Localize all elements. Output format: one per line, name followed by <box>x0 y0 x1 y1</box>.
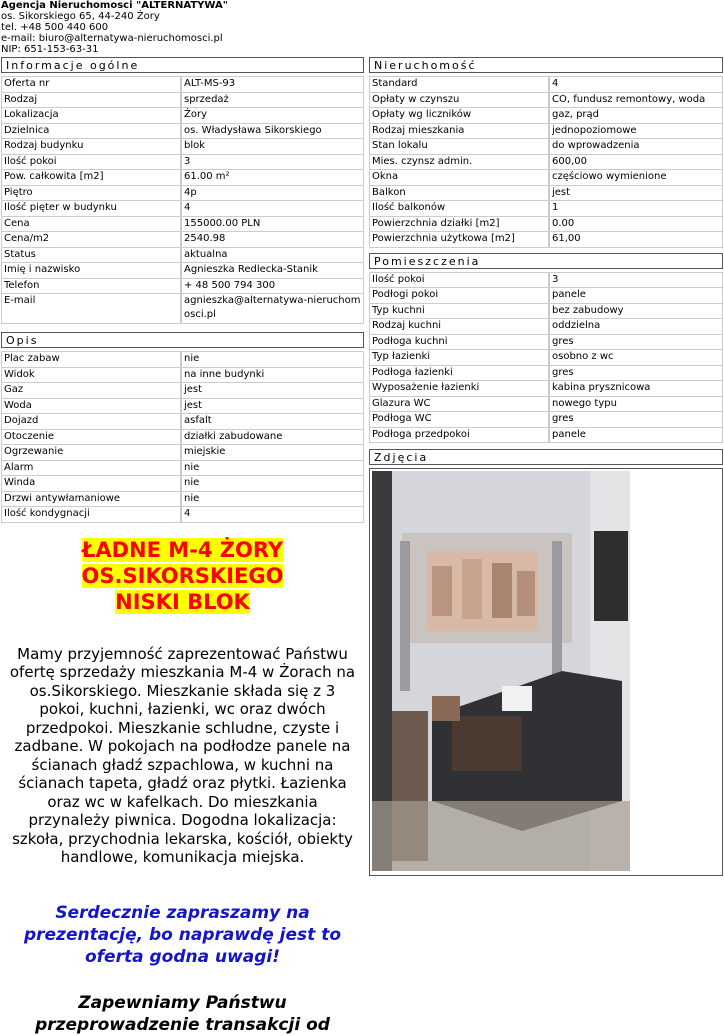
general-row-value: Agnieszka Redlecka-Stanik <box>181 263 364 279</box>
rooms-row-value: gres <box>549 335 723 351</box>
rooms-row-label: Podłoga WC <box>369 412 549 428</box>
general-row-label: Dzielnica <box>1 124 181 140</box>
rooms-row-value: panele <box>549 288 723 304</box>
general-row <box>1 232 364 248</box>
opis-row-value: jest <box>181 399 364 415</box>
rooms-row <box>369 335 723 351</box>
agency-email: e-mail: biuro@alternatywa-nieruchomosci.pl <box>1 33 223 44</box>
rooms-row-label: Podłogi pokoi <box>369 288 549 304</box>
opis-row <box>1 445 364 461</box>
property-row-value: 61,00 <box>549 232 723 248</box>
general-row-value: 4p <box>181 186 364 202</box>
property-row <box>369 76 723 93</box>
property-row-value: CO, fundusz remontowy, woda <box>549 93 723 109</box>
property-row-label: Opłaty wg liczników <box>369 108 549 124</box>
rooms-row-label: Glazura WC <box>369 397 549 413</box>
property-row <box>369 170 723 186</box>
photos-frame <box>369 468 723 876</box>
agency-phone: tel. +48 500 440 600 <box>1 22 109 33</box>
opis-row-value: nie <box>181 476 364 492</box>
opis-row-value: asfalt <box>181 414 364 430</box>
general-row-label: Rodzaj <box>1 93 181 109</box>
section-title-opis: Opis <box>1 332 364 348</box>
general-row-label: Pow. całkowita [m2] <box>1 170 181 186</box>
opis-row-value: miejskie <box>181 445 364 461</box>
general-row <box>1 155 364 171</box>
general-row <box>1 186 364 202</box>
rooms-row-value: panele <box>549 428 723 444</box>
general-row <box>1 294 364 324</box>
general-row-value: aktualna <box>181 248 364 264</box>
rooms-row <box>369 366 723 382</box>
opis-row <box>1 430 364 446</box>
rooms-row-label: Rodzaj kuchni <box>369 319 549 335</box>
opis-row <box>1 461 364 477</box>
rooms-row-value: kabina prysznicowa <box>549 381 723 397</box>
invitation-text: Serdecznie zapraszamy na prezentację, bo naprawdę jest to oferta godna uwagi! <box>23 902 342 967</box>
offer-description <box>1 537 364 1036</box>
property-row-value: jest <box>549 186 723 202</box>
property-row <box>369 124 723 140</box>
rooms-row-label: Typ kuchni <box>369 304 549 320</box>
opis-row-value: na inne budynki <box>181 368 364 384</box>
opis-row <box>1 414 364 430</box>
rooms-row <box>369 381 723 397</box>
opis-row-label: Widok <box>1 368 181 384</box>
rooms-table <box>369 272 723 444</box>
general-row-label: Rodzaj budynku <box>1 139 181 155</box>
rooms-row-label: Podłoga kuchni <box>369 335 549 351</box>
property-row-value: 4 <box>549 76 723 93</box>
general-row-label: Oferta nr <box>1 76 181 93</box>
rooms-row <box>369 350 723 366</box>
property-row-label: Opłaty w czynszu <box>369 93 549 109</box>
opis-row-value: nie <box>181 351 364 368</box>
general-row-label: E-mail <box>1 294 181 324</box>
rooms-row-value: osobno z wc <box>549 350 723 366</box>
rooms-row <box>369 397 723 413</box>
right-column <box>369 57 723 876</box>
closing-text: Zapewniamy Państwu przeprowadzenie transakcji od <box>35 992 330 1035</box>
living-room-photo-image <box>372 471 630 871</box>
living-room-photo[interactable] <box>372 471 630 871</box>
general-row-label: Imię i nazwisko <box>1 263 181 279</box>
rooms-row-label: Ilość pokoi <box>369 272 549 289</box>
opis-row-value: jest <box>181 383 364 399</box>
rooms-row-value: oddzielna <box>549 319 723 335</box>
general-row-label: Piętro <box>1 186 181 202</box>
property-row <box>369 155 723 171</box>
opis-table <box>1 351 364 523</box>
opis-row-label: Ogrzewanie <box>1 445 181 461</box>
property-row-label: Rodzaj mieszkania <box>369 124 549 140</box>
general-row-value: ALT-MS-93 <box>181 76 364 93</box>
property-row-label: Ilość balkonów <box>369 201 549 217</box>
opis-row-label: Ilość kondygnacji <box>1 507 181 523</box>
general-row-value: 3 <box>181 155 364 171</box>
rooms-row <box>369 412 723 428</box>
general-row-value: Żory <box>181 108 364 124</box>
general-row <box>1 108 364 124</box>
property-row <box>369 108 723 124</box>
property-row <box>369 93 723 109</box>
opis-row <box>1 492 364 508</box>
section-title-property: Nieruchomość <box>369 57 723 73</box>
opis-row-value: działki zabudowane <box>181 430 364 446</box>
general-row-value: 4 <box>181 201 364 217</box>
property-row-value: gaz, prąd <box>549 108 723 124</box>
general-row-label: Telefon <box>1 279 181 295</box>
property-table <box>369 76 723 248</box>
general-row-value: 155000.00 PLN <box>181 217 364 233</box>
opis-row-label: Woda <box>1 399 181 415</box>
rooms-row <box>369 272 723 289</box>
opis-row <box>1 507 364 523</box>
headline-line-1: ŁADNE M-4 ŻORY <box>81 537 284 562</box>
general-row <box>1 248 364 264</box>
description-body: Mamy przyjemność zaprezentować Państwu ofertę sprzedaży mieszkania M-4 w Żorach na os.Sikorskiego. Mieszkanie składa się z 3 pokoi, kuchni, łazienki, wc oraz dwóch przedpokoi. Mieszkanie schludne, czyste i zadbane. W pokojach na podłodze panele na ścianach gładź szpachlowa, w kuchni na ścianach tapeta, gładź oraz płytki. Łazienka oraz wc w kafelkach. Do mieszkania przynależy piwnica. Dogodna lokalizacja: szkoła, przychodnia lekarska, kościół, obiekty handlowe, komunikacja miejska. <box>9 644 356 866</box>
section-title-general: Informacje ogólne <box>1 57 364 73</box>
general-row-value: agnieszka@alternatywa-nieruchomosci.pl <box>181 294 364 324</box>
general-row <box>1 201 364 217</box>
opis-row <box>1 476 364 492</box>
property-row-label: Mies. czynsz admin. <box>369 155 549 171</box>
section-title-photos: Zdjęcia <box>369 449 723 465</box>
general-row <box>1 263 364 279</box>
opis-row <box>1 351 364 368</box>
property-row-value: 0.00 <box>549 217 723 233</box>
property-row-label: Standard <box>369 76 549 93</box>
property-row-label: Powierzchnia użytkowa [m2] <box>369 232 549 248</box>
property-row-label: Okna <box>369 170 549 186</box>
opis-row-label: Plac zabaw <box>1 351 181 368</box>
rooms-row-value: bez zabudowy <box>549 304 723 320</box>
rooms-row-label: Podłoga łazienki <box>369 366 549 382</box>
agency-nip: NIP: 651-153-63-31 <box>1 44 99 55</box>
opis-row-label: Dojazd <box>1 414 181 430</box>
general-row-label: Cena <box>1 217 181 233</box>
property-row-label: Balkon <box>369 186 549 202</box>
rooms-row-label: Podłoga przedpokoi <box>369 428 549 444</box>
rooms-row <box>369 428 723 444</box>
rooms-row-label: Typ łazienki <box>369 350 549 366</box>
general-row <box>1 124 364 140</box>
property-row-label: Powierzchnia działki [m2] <box>369 217 549 233</box>
general-row-label: Ilość pokoi <box>1 155 181 171</box>
general-row-label: Cena/m2 <box>1 232 181 248</box>
general-row-label: Lokalizacja <box>1 108 181 124</box>
opis-row-label: Otoczenie <box>1 430 181 446</box>
general-row <box>1 279 364 295</box>
general-row <box>1 217 364 233</box>
general-row-value: + 48 500 794 300 <box>181 279 364 295</box>
agency-address: os. Sikorskiego 65, 44-240 Żory <box>1 11 160 22</box>
property-row <box>369 232 723 248</box>
general-row <box>1 139 364 155</box>
rooms-row <box>369 288 723 304</box>
agency-header <box>1 0 228 55</box>
general-row <box>1 170 364 186</box>
general-row-value: 2540.98 <box>181 232 364 248</box>
opis-row-label: Alarm <box>1 461 181 477</box>
rooms-row <box>369 304 723 320</box>
opis-row-value: nie <box>181 461 364 477</box>
opis-row-value: 4 <box>181 507 364 523</box>
section-title-rooms: Pomieszczenia <box>369 253 723 269</box>
property-row-value: częściowo wymienione <box>549 170 723 186</box>
opis-row-label: Winda <box>1 476 181 492</box>
headline-line-2: OS.SIKORSKIEGO <box>81 563 284 588</box>
general-row-value: blok <box>181 139 364 155</box>
general-row-value: 61.00 m² <box>181 170 364 186</box>
rooms-row-label: Wyposażenie łazienki <box>369 381 549 397</box>
rooms-row <box>369 319 723 335</box>
headline-line-3: NISKI BLOK <box>115 589 250 614</box>
opis-row <box>1 399 364 415</box>
property-row-value: 1 <box>549 201 723 217</box>
property-row <box>369 217 723 233</box>
rooms-row-value: gres <box>549 412 723 428</box>
general-row <box>1 93 364 109</box>
general-row-label: Ilość pięter w budynku <box>1 201 181 217</box>
property-row <box>369 201 723 217</box>
property-row-value: 600,00 <box>549 155 723 171</box>
general-info-table <box>1 76 364 324</box>
left-column <box>1 57 364 1036</box>
opis-row-label: Drzwi antywłamaniowe <box>1 492 181 508</box>
property-row-value: jednopoziomowe <box>549 124 723 140</box>
general-row-value: os. Władysława Sikorskiego <box>181 124 364 140</box>
general-row <box>1 76 364 93</box>
agency-name: Agencja Nieruchomosci "ALTERNATYWA" <box>1 0 228 11</box>
general-row-label: Status <box>1 248 181 264</box>
rooms-row-value: 3 <box>549 272 723 289</box>
general-row-value: sprzedaż <box>181 93 364 109</box>
opis-row <box>1 368 364 384</box>
opis-row-value: nie <box>181 492 364 508</box>
property-row-value: do wprowadzenia <box>549 139 723 155</box>
property-row <box>369 186 723 202</box>
rooms-row-value: nowego typu <box>549 397 723 413</box>
opis-row <box>1 383 364 399</box>
rooms-row-value: gres <box>549 366 723 382</box>
property-row <box>369 139 723 155</box>
property-row-label: Stan lokalu <box>369 139 549 155</box>
opis-row-label: Gaz <box>1 383 181 399</box>
